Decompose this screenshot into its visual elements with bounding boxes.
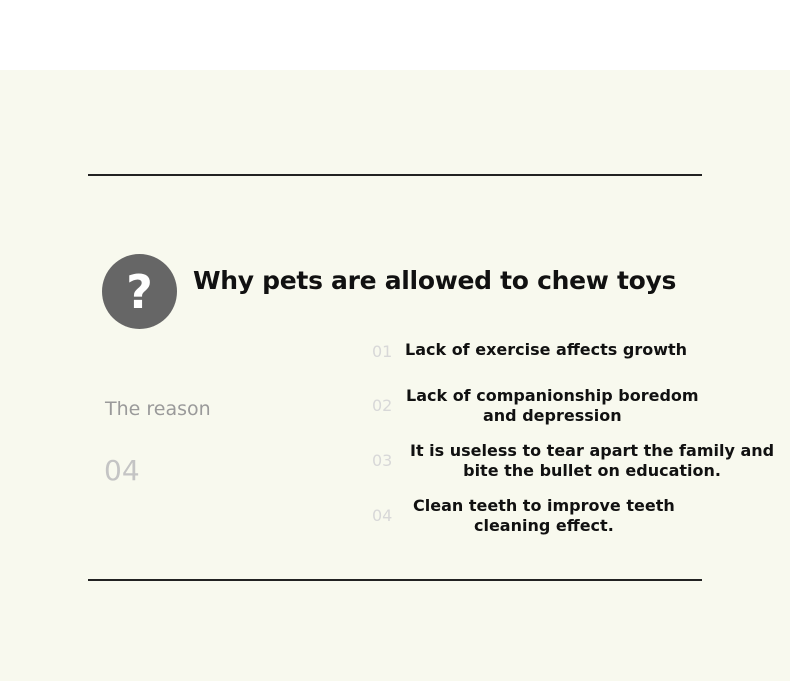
item-number: 01	[372, 342, 393, 361]
item-text	[406, 386, 699, 426]
item-number: 03	[372, 451, 393, 470]
content-panel	[0, 70, 790, 681]
item-text-line: Lack of companionship boredom	[406, 386, 699, 405]
question-mark-glyph: ?	[126, 264, 153, 319]
page-title: Why pets are allowed to chew toys	[193, 266, 677, 295]
item-text	[405, 340, 687, 360]
item-text-line: bite the bullet on education.	[463, 461, 721, 480]
bottom-divider	[88, 579, 702, 581]
top-divider	[88, 174, 702, 176]
item-text	[410, 441, 774, 481]
question-mark-icon	[102, 254, 177, 329]
item-number: 02	[372, 396, 393, 415]
reason-label: The reason	[105, 398, 211, 420]
item-number: 04	[372, 506, 393, 525]
item-text	[413, 496, 675, 536]
item-text-line: and depression	[482, 406, 622, 425]
item-text-line: Lack of exercise affects growth	[405, 340, 688, 359]
reason-count: 04	[104, 454, 140, 487]
item-text-line: Clean teeth to improve teeth	[413, 496, 675, 515]
item-text-line: cleaning effect.	[473, 516, 614, 535]
item-text-line: It is useless to tear apart the family and	[410, 441, 775, 460]
